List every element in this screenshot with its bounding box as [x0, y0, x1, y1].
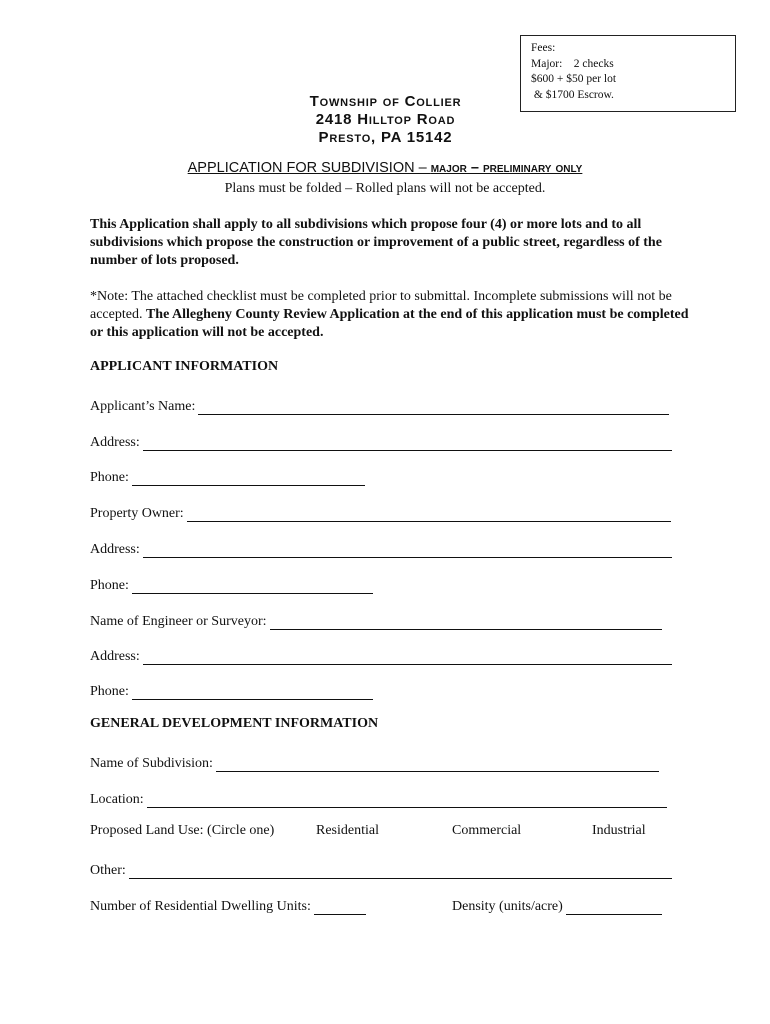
fill-line[interactable]	[132, 471, 365, 486]
density-field[interactable]	[452, 895, 662, 915]
dwelling-units-field[interactable]	[90, 895, 366, 915]
applicant-section-heading: APPLICANT INFORMATION	[90, 359, 279, 374]
field-label: Name of Engineer or Surveyor:	[90, 614, 267, 629]
owner-address-field[interactable]	[90, 538, 672, 558]
engineer-name-field[interactable]	[90, 610, 662, 630]
fill-line[interactable]	[143, 543, 672, 558]
fill-line[interactable]	[314, 900, 366, 915]
location-field[interactable]	[90, 788, 667, 808]
field-label: Location:	[90, 792, 144, 807]
owner-phone-field[interactable]	[90, 574, 373, 594]
fill-line[interactable]	[143, 650, 672, 665]
fill-line[interactable]	[132, 685, 373, 700]
applicant-address-field[interactable]	[90, 431, 672, 451]
fill-line[interactable]	[270, 615, 662, 630]
fees-box	[520, 35, 736, 112]
field-label: Density (units/acre)	[452, 899, 563, 914]
other-land-use-field[interactable]	[90, 859, 672, 879]
township-name: Township of Collier	[309, 93, 462, 110]
fees-line: & $1700 Escrow.	[531, 88, 614, 101]
folding-notice: Plans must be folded – Rolled plans will not be accepted.	[224, 181, 546, 196]
field-label: Property Owner:	[90, 506, 184, 521]
land-use-residential-option[interactable]: Residential	[316, 823, 379, 838]
field-label: Applicant’s Name:	[90, 399, 196, 414]
fill-line[interactable]	[147, 793, 667, 808]
field-label: Phone:	[90, 470, 129, 485]
township-street: 2418 Hilltop Road	[315, 111, 456, 128]
engineer-phone-field[interactable]	[90, 680, 373, 700]
land-use-commercial-option[interactable]: Commercial	[452, 823, 522, 838]
title-main: APPLICATION FOR SUBDIVISION –	[187, 160, 431, 176]
application-title	[90, 160, 680, 176]
fill-line[interactable]	[198, 400, 669, 415]
fill-line[interactable]	[566, 900, 662, 915]
development-section-heading: GENERAL DEVELOPMENT INFORMATION	[90, 716, 379, 731]
field-label: Phone:	[90, 684, 129, 699]
note-bold: The Allegheny County Review Application at the end of this application must be completed or this application will not be accepted.	[90, 307, 689, 340]
field-label: Other:	[90, 863, 126, 878]
fees-line: Major: 2 checks	[531, 57, 614, 70]
fees-line: $600 + $50 per lot	[531, 73, 617, 85]
fill-line[interactable]	[129, 864, 672, 879]
fill-line[interactable]	[132, 579, 373, 594]
note-plain: *Note: The attached checklist must be completed prior to submittal. Incomplete submissions will not be accepted.	[90, 289, 672, 322]
engineer-address-field[interactable]	[90, 645, 672, 665]
township-city: Presto, PA 15142	[318, 129, 453, 146]
property-owner-field[interactable]	[90, 502, 671, 522]
fees-line: Fees:	[531, 42, 556, 54]
field-label: Name of Subdivision:	[90, 756, 213, 771]
field-label: Address:	[90, 435, 140, 450]
land-use-industrial-option[interactable]: Industrial	[592, 823, 646, 838]
field-label: Number of Residential Dwelling Units:	[90, 899, 311, 914]
fill-line[interactable]	[187, 507, 671, 522]
land-use-label: Proposed Land Use: (Circle one)	[90, 823, 275, 838]
intro-paragraph: This Application shall apply to all subdivisions which propose four (4) or more lots and to all subdivisions which propose the construction or improvement of a public street, regardless of the number of lots proposed.	[90, 217, 662, 268]
field-label: Phone:	[90, 578, 129, 593]
fill-line[interactable]	[216, 757, 659, 772]
field-label: Address:	[90, 649, 140, 664]
fill-line[interactable]	[143, 436, 672, 451]
title-sub: major – preliminary only	[430, 160, 583, 176]
field-label: Address:	[90, 542, 140, 557]
applicant-phone-field[interactable]	[90, 466, 365, 486]
subdivision-name-field[interactable]	[90, 752, 659, 772]
applicant-name-field[interactable]	[90, 395, 669, 415]
note-paragraph	[90, 288, 690, 342]
